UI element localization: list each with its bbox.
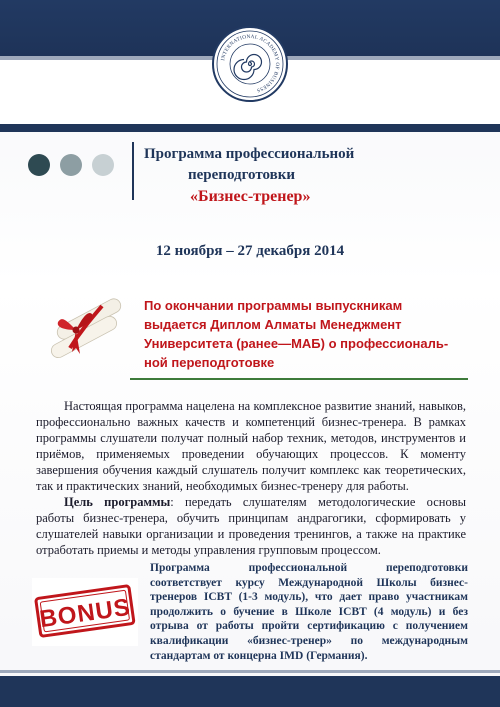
program-description [36,398,466,558]
diploma-ribbon-image [36,290,136,379]
goal-label: Цель программы [64,495,171,509]
bottom-band-stripe [0,670,500,673]
header-divider-band [0,124,500,132]
title-line-3: «Бизнес-тренер» [190,188,311,205]
spiral-icon [234,55,262,80]
program-title [138,144,398,207]
academy-logo [212,26,288,102]
dot-dark [28,154,50,176]
bottom-band [0,676,500,707]
bonus-stamp-label: BONUS [37,593,133,634]
diploma-notice: По окончании программы выпускникам выдается Диплом Алматы Менеджмент Университета (ранее—МАБ) о профессиональ-ной переподготовке [144,298,449,370]
description-paragraph: Настоящая программа нацелена на комплексное развитие знаний, навыков, профессионально важных качеств и компетенций бизнес-тренера. В рамках программы слушатели получат полный набор техник, методов, инструментов и приёмов, применяемых проведении обучающих процессов. К моменту завершения обучения каждый слушатель получит комплекс как теоретических, так и практических знаний, необходимых бизнес-тренеру для работы. [36,399,466,493]
section-rule [130,378,468,380]
bonus-description: Программа профессиональной переподготовки соответствует курсу Международной Школы бизнес-тренеров ICBT (1-3 модуль), что дает право участникам продолжить о бучение в Школе ICBT (4 модуль) и без отрыва от работы пройти сертификацию с получением квалификации «бизнес-тренер» по международным стандартам от концерна IMD (Германия). [150,562,468,662]
title-line-2: переподготовки [188,167,296,183]
goal-text: : передать слушателям методологические основы работы бизнес-тренера, обучить принципам андрагогики, сформировать у слушателей навыки организации и проведения тренингов, а также на практике отработать приемы и методы управления групповым процессом. [36,495,466,557]
logo-ring-text: INTERNATIONAL ACADEMY OF BUSINESS [220,33,281,94]
title-line-1: Программа профессиональной [144,146,355,162]
dot-light [92,154,114,176]
bonus-stamp [32,578,138,646]
dot-mid [60,154,82,176]
logo-seal [214,28,286,100]
title-rule [132,142,134,200]
program-dates: 12 ноября – 27 декабря 2014 [155,243,345,259]
program-goal [36,494,466,558]
